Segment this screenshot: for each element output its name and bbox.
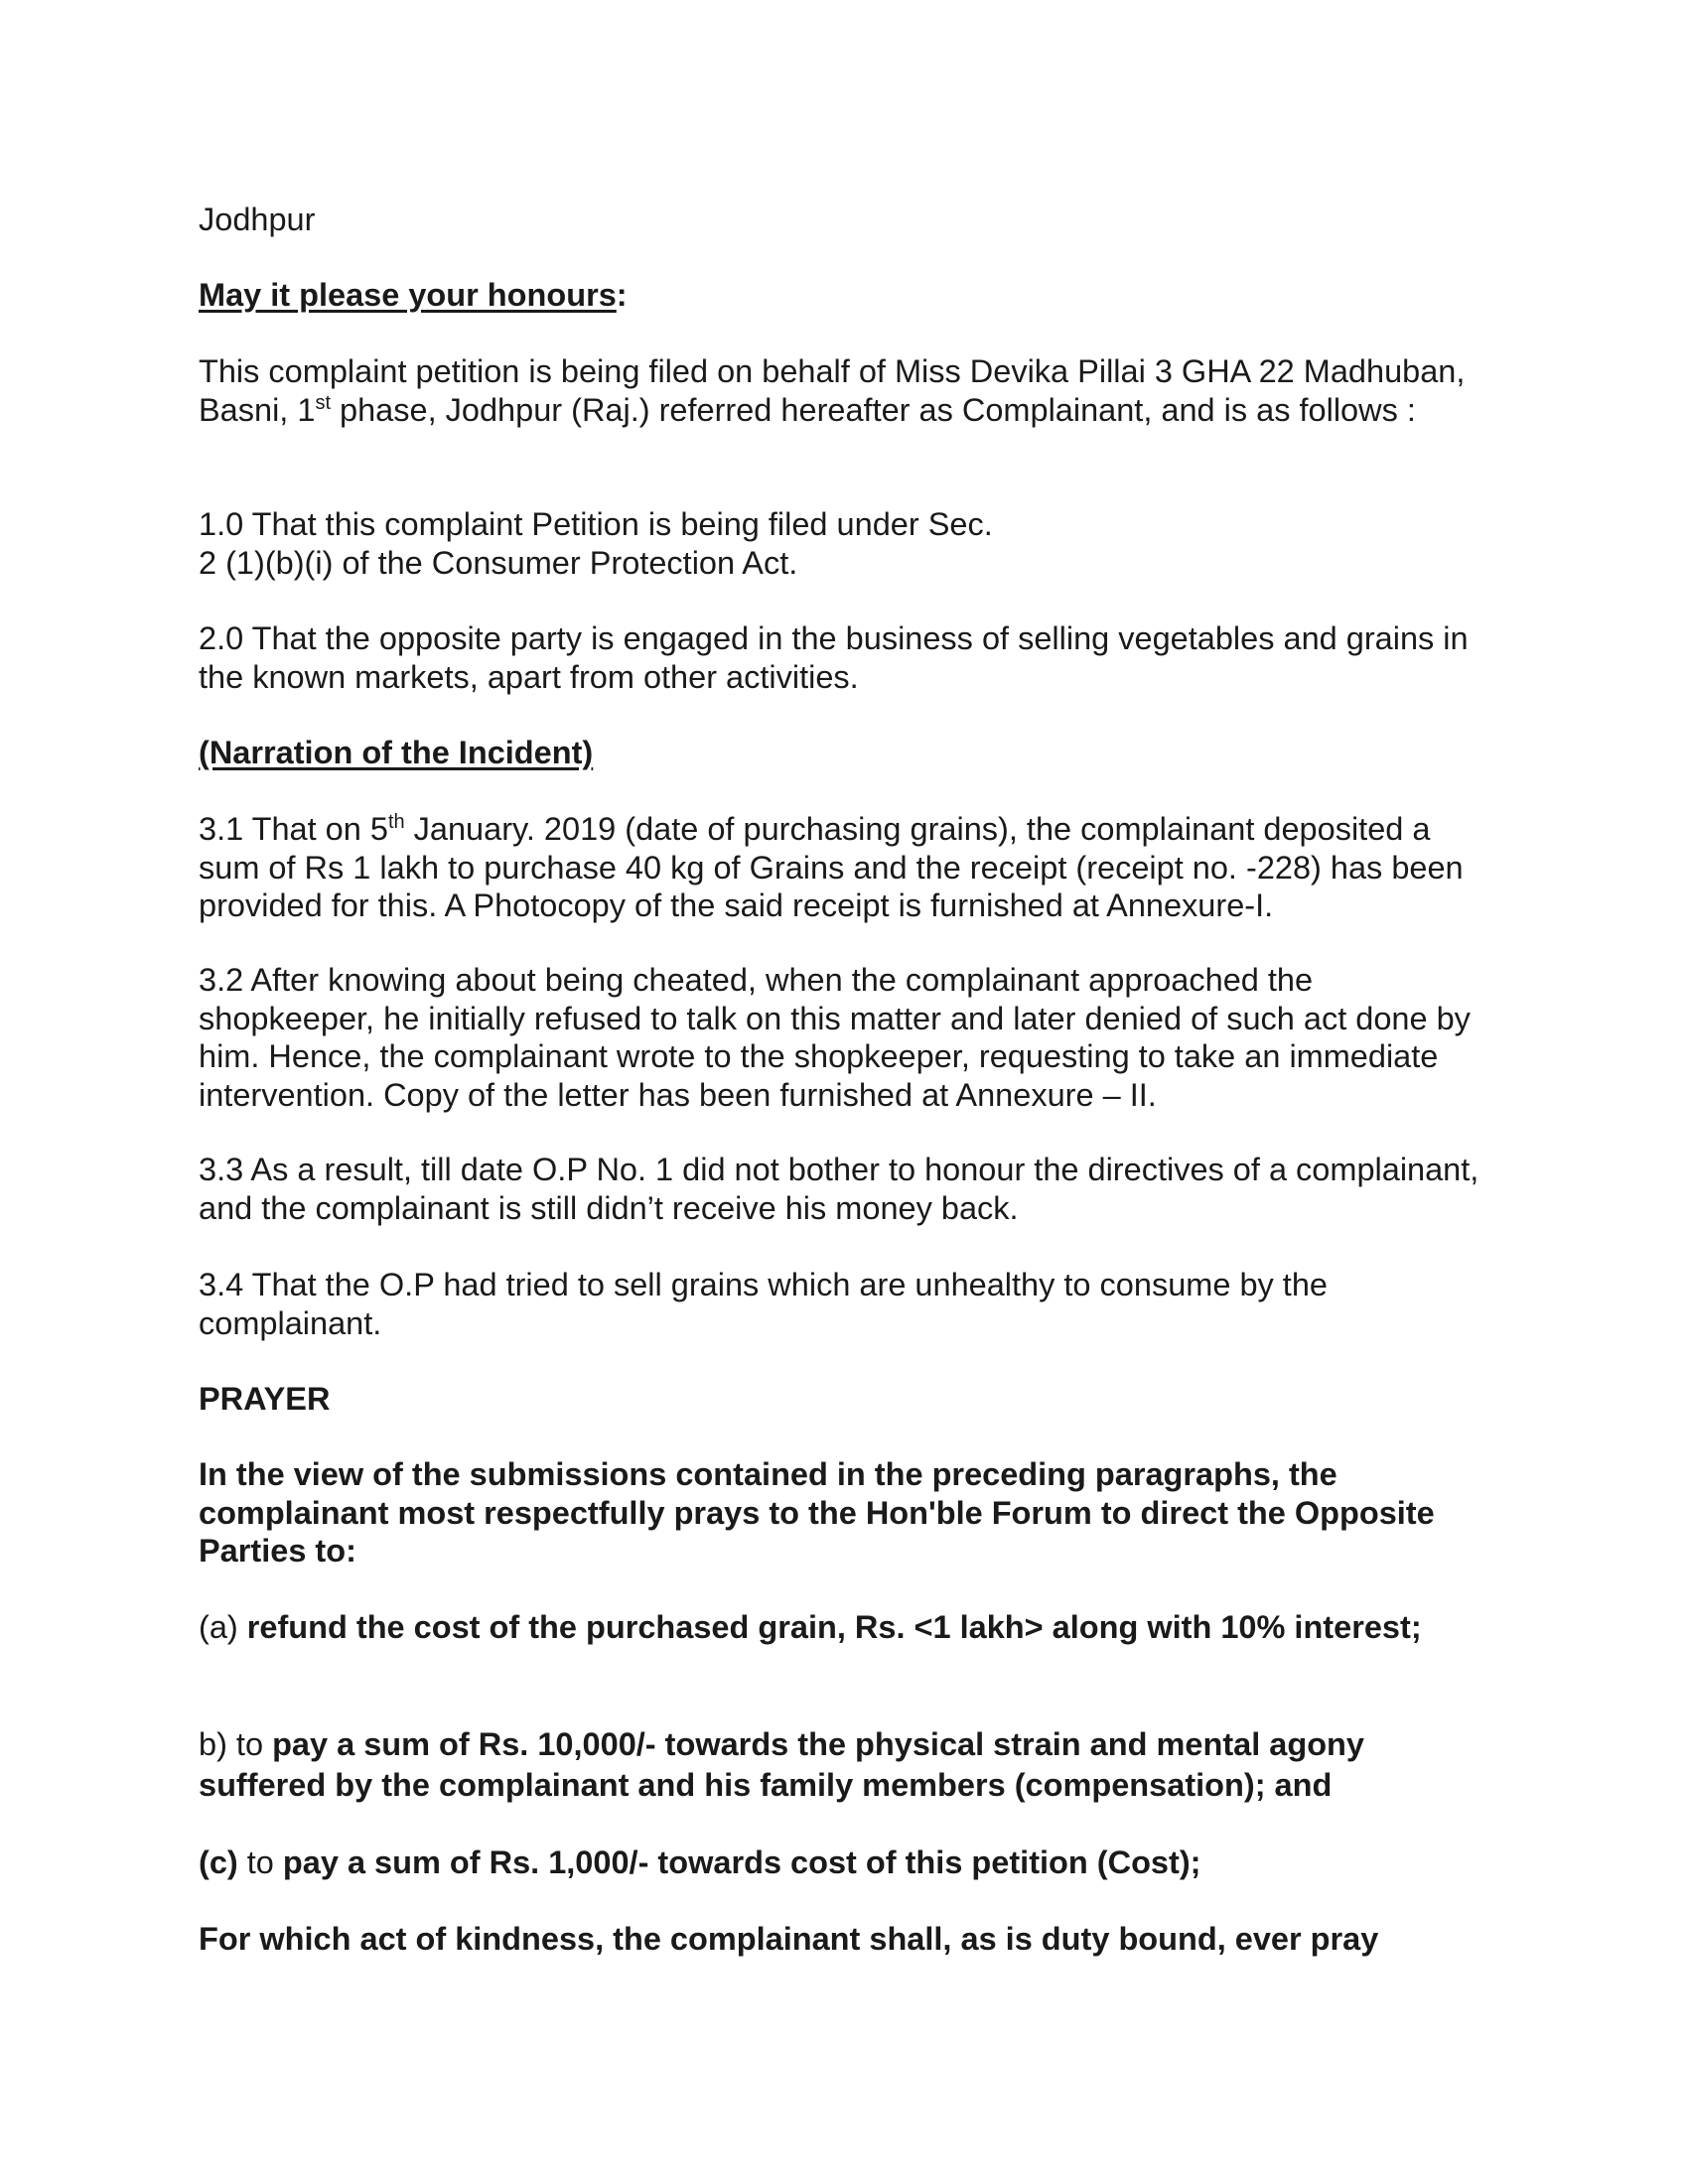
prayer-item-b <box>199 1724 1489 1806</box>
prayer-item-c <box>199 1843 1489 1882</box>
paragraph-1 <box>199 505 1489 582</box>
prayer-item-b-label: b) to <box>199 1726 273 1762</box>
intro-sup: st <box>315 391 331 414</box>
prayer-item-b-text: pay a sum of Rs. 10,000/- towards the physical strain and mental agony suffered by the complainant and his family members (compensation); and <box>199 1726 1364 1803</box>
prayer-item-c-to: to <box>237 1844 283 1880</box>
paragraph-1-line-2: 2 (1)(b)(i) of the Consumer Protection Act. <box>199 544 798 581</box>
place-line: Jodhpur <box>199 202 316 237</box>
prayer-item-a <box>199 1608 1489 1647</box>
paragraph-2: 2.0 That the opposite party is engaged in the business of selling vegetables and grains in the known markets, apart from other activities. <box>199 620 1469 695</box>
prayer-item-a-label: (a) <box>199 1609 247 1645</box>
salutation <box>199 276 1489 315</box>
paragraph-1-line-1: 1.0 That this complaint Petition is being filed under Sec. <box>199 506 993 542</box>
intro-text-2: phase, Jodhpur (Raj.) referred hereafter as Complainant, and is as follows : <box>331 391 1416 428</box>
paragraph-3-1-text-1: 3.1 That on 5 <box>199 811 388 847</box>
prayer-item-c-text: pay a sum of Rs. 1,000/- towards cost of this petition (Cost); <box>282 1844 1201 1880</box>
narration-heading: (Narration of the Incident) <box>199 735 594 770</box>
paragraph-3-1-text-2: January. 2019 (date of purchasing grains), the complainant deposited a sum of Rs 1 lakh to purchase 40 kg of Grains and the receipt (receipt no. -228) has been provided for this. A Photocopy of the said receipt is furnished at Annexure-I. <box>199 811 1464 923</box>
intro-text-1: This complaint petition is being filed on behalf of Miss Devika Pillai 3 GHA 22 Madhuban, Basni, 1 <box>199 353 1466 428</box>
paragraph-3-1-sup: th <box>387 811 405 834</box>
paragraph-3-4: 3.4 That the O.P had tried to sell grains which are unhealthy to consume by the complainant. <box>199 1267 1328 1341</box>
salutation-colon: : <box>616 277 628 313</box>
prayer-heading: PRAYER <box>199 1381 331 1417</box>
prayer-intro: In the view of the submissions contained in the preceding paragraphs, the complainant most respectfully prays to the Hon'ble Forum to direct the Opposite Parties to: <box>199 1456 1435 1569</box>
paragraph-3-3: 3.3 As a result, till date O.P No. 1 did not bother to honour the directives of a complainant, and the complainant is still didn’t receive his money back. <box>199 1152 1479 1226</box>
closing-line: For which act of kindness, the complainant shall, as is duty bound, ever pray <box>199 1921 1379 1957</box>
paragraph-3-2: 3.2 After knowing about being cheated, when the complainant approached the shopkeeper, he initially refused to talk on this matter and later denied of such act done by him. Hence, the complainant wrote to the shopkeeper, requesting to take an immediate intervention. Copy of the letter has been furnished at Annexure – II. <box>199 962 1471 1113</box>
salutation-text: May it please your honours <box>199 277 617 313</box>
paragraph-3-1 <box>199 810 1489 925</box>
prayer-item-c-label: (c) <box>199 1844 238 1880</box>
prayer-item-a-text: refund the cost of the purchased grain, Rs. <1 lakh> along with 10% interest; <box>246 1609 1422 1645</box>
intro-paragraph <box>199 352 1489 429</box>
